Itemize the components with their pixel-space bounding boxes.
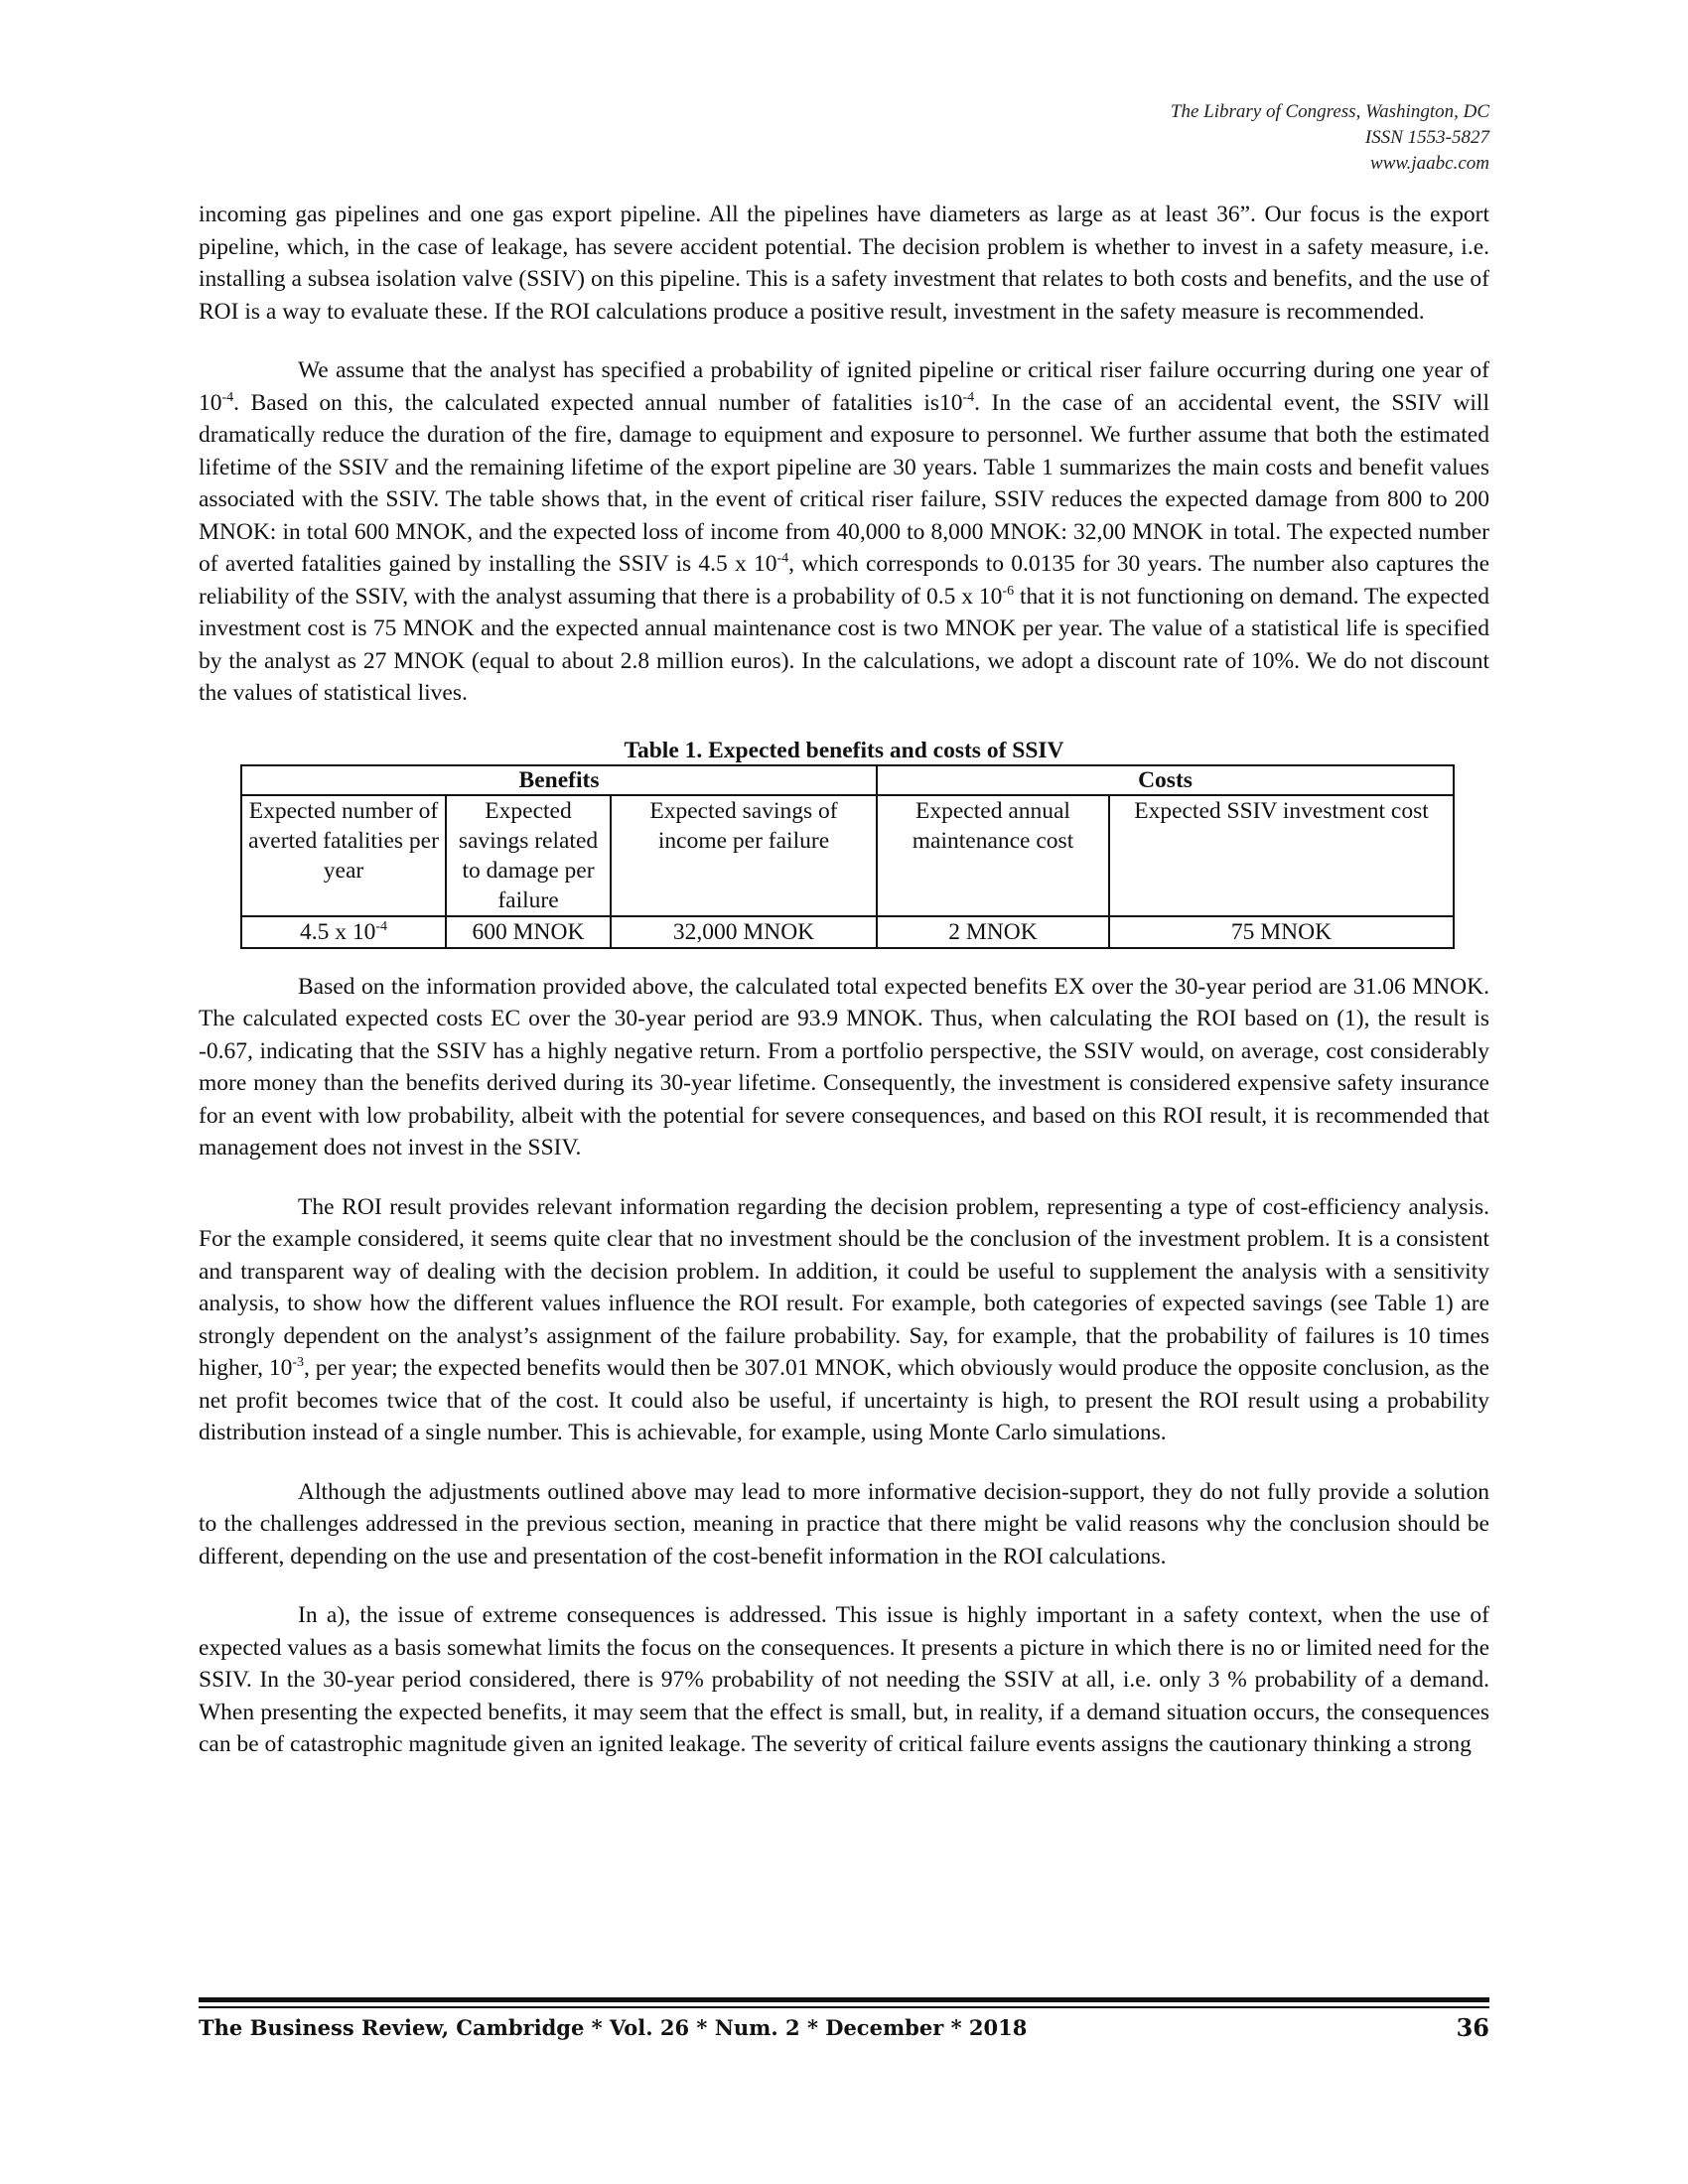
table-header-cell: Expected annual maintenance cost [877,795,1109,916]
table-header-row [241,795,1454,916]
table-group-header-row [241,765,1454,795]
header-website: www.jaabc.com [1370,153,1489,174]
table-title: Table 1. Expected benefits and costs of SSIV [624,737,1064,763]
running-footer [199,2013,1489,2043]
paragraph: We assume that the analyst has specified a probability of ignited pipeline or critical riser failure occurring during one year of $10^{-4}$. Based on this, the calculated expected annual number of fatalities $is10^{-4}$. In the case of an accidental event, the SSIV will dramatically reduce the duration of the fire, damage to equipment and exposure to personnel. We further assume that both the estimated lifetime of the SSIV and the remaining lifetime of the export pipeline are 30 years. Table 1 summarizes the main costs and benefit values associated with the SSIV. The table shows that, in the event of critical riser failure, SSIV reduces the expected damage from 800 to 200 MNOK: in total 600 MNOK, and the expected loss of income from 40,000 to 8,000 MNOK: 32,00 MNOK in total. The expected number of averted fatalities gained by installing the SSIV is 4.5 x $10^{-4}$, which corresponds to 0.0135 for 30 years. The number also captures the reliability of the SSIV, with the analyst assuming that there is a probability of 0.5 x $10^{-6}$ that it is not functioning on demand. The expected investment cost is 75 MNOK and the expected annual maintenance cost is two MNOK per year. The value of a statistical life is specified by the analyst as 27 MNOK (equal to about 2.8 million euros). In the calculations, we adopt a discount rate of 10%. We do not discount the values of statistical lives. [199,357,1489,706]
table-cell: 32,000 MNOK [611,916,877,948]
page-number: 36 [1456,2013,1489,2042]
paragraph: In a), the issue of extreme consequences is addressed. This issue is highly important in a safety context, when the use of expected values as a basis somewhat limits the focus on the consequences. It presents a picture in which there is no or limited need for the SSIV. In the 30-year period considered, there is 97% probability of not needing the SSIV at all, i.e. only 3 % probability of a demand. When presenting the expected benefits, it may seem that the effect is small, but, in reality, if a demand situation occurs, the consequences can be of catastrophic magnitude given an ignited leakage. The severity of critical failure events assigns the cautionary thinking a strong [199,1602,1489,1757]
footer-divider [199,1997,1489,2002]
article-body [199,199,1489,1788]
header-issn: ISSN 1553-5827 [1364,127,1489,148]
data-table [240,764,1455,949]
table-group-costs: Costs [877,765,1454,795]
footer-divider [199,2006,1489,2008]
table-header-cell: Expected number of averted fatalities per year [241,795,446,916]
table-cell: 4.5 x $10^{-4}$ [241,916,446,948]
table-cell: 75 MNOK [1109,916,1454,948]
table-group-benefits: Benefits [241,765,877,795]
table-header-cell: Expected SSIV investment cost [1109,795,1454,916]
paragraph: Based on the information provided above, the calculated total expected benefits EX over the 30-year period are 31.06 MNOK. The calculated expected costs EC over the 30-year period are 93.9 MNOK. Thus, when calculating the ROI based on (1), the result is -0.67, indicating that the SSIV has a highly negative return. From a portfolio perspective, the SSIV would, on average, cost considerably more money than the benefits derived during its 30-year lifetime. Consequently, the investment is considered expensive safety insurance for an event with low probability, albeit with the potential for severe consequences, and based on this ROI result, it is recommended that management does not invest in the SSIV. [199,973,1489,1160]
table-header-cell: Expected savings of income per failure [611,795,877,916]
running-header [1171,99,1489,177]
paragraph: The ROI result provides relevant information regarding the decision problem, representing a type of cost-efficiency analysis. For the example considered, it seems quite clear that no investment should be the conclusion of the investment problem. It is a consistent and transparent way of dealing with the decision problem. In addition, it could be useful to supplement the analysis with a sensitivity analysis, to show how the different values influence the ROI result. For example, both categories of expected savings (see Table 1) are strongly dependent on the analyst’s assignment of the failure probability. Say, for example, that the probability of failures is 10 times higher, $10^{-3}$, per year; the expected benefits would then be 307.01 MNOK, which obviously would produce the opposite conclusion, as the net profit becomes twice that of the cost. It could also be useful, if uncertainty is high, to present the ROI result using a probability distribution instead of a single number. This is achievable, for example, using Monte Carlo simulations. [199,1193,1489,1445]
table-cell: 2 MNOK [877,916,1109,948]
table-row [241,916,1454,948]
table-header-cell: Expected savings related to damage per failure [446,795,611,916]
footer-journal: The Business Review, Cambridge * Vol. 26 * Num. 2 * December * 2018 [199,2015,1028,2040]
header-publisher: The Library of Congress, Washington, DC [1170,101,1489,122]
paragraph: Although the adjustments outlined above may lead to more informative decision-support, they do not fully provide a solution to the challenges addressed in the previous section, meaning in practice that there might be valid reasons why the conclusion should be different, depending on the use and presentation of the cost-benefit information in the ROI calculations. [199,1478,1489,1570]
table-cell: 600 MNOK [446,916,611,948]
paragraph: incoming gas pipelines and one gas export pipeline. All the pipelines have diameters as large as at least 36”. Our focus is the export pipeline, which, in the case of leakage, has severe accident potential. The decision problem is whether to invest in a safety measure, i.e. installing a subsea isolation valve (SSIV) on this pipeline. This is a safety investment that relates to both costs and benefits, and the use of ROI is a way to evaluate these. If the ROI calculations produce a positive result, investment in the safety measure is recommended. [199,202,1489,325]
